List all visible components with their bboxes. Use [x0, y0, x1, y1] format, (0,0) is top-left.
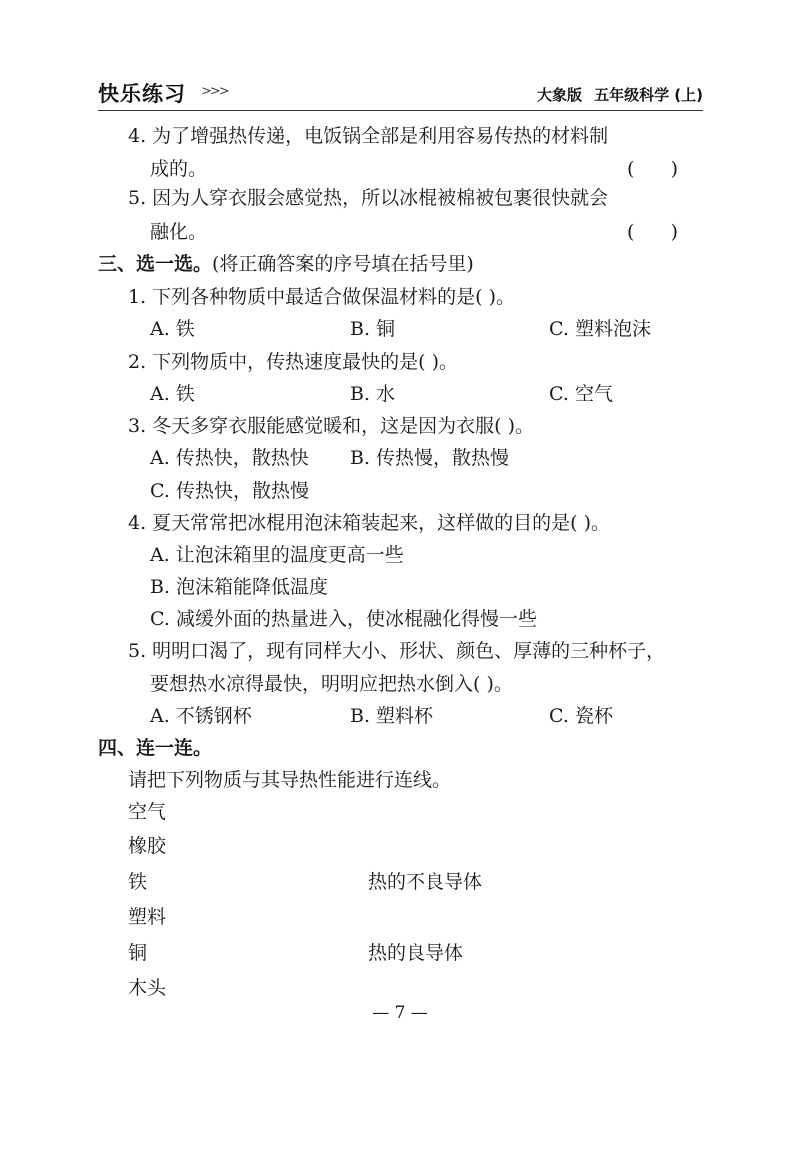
section-three-heading: 三、选一选。 [98, 253, 213, 275]
choose-q1-option-b[interactable]: B. 铜 [350, 318, 396, 340]
choose-q1-stem: 1. 下列各种物质中最适合做保温材料的是( )。 [128, 286, 516, 308]
judge-q5-line2: 融化。 [150, 221, 208, 243]
choose-q1-option-a[interactable]: A. 铁 [150, 318, 195, 340]
material-copper[interactable]: 铜 [128, 942, 148, 964]
material-iron[interactable]: 铁 [128, 871, 148, 893]
page-header [98, 78, 703, 112]
choose-q2-option-a[interactable]: A. 铁 [150, 383, 195, 405]
judge-q4-line1: 4. 为了增强热传递，电饭锅全部是利用容易传热的材料制 [128, 125, 609, 147]
judge-q4-answer[interactable]: ( ) [627, 158, 679, 180]
choose-q5-option-b[interactable]: B. 塑料杯 [350, 705, 434, 727]
edition-info [537, 84, 703, 105]
brand-title: 快乐练习 [98, 82, 186, 106]
choose-q3-stem: 3. 冬天多穿衣服能感觉暖和，这是因为衣服( )。 [128, 415, 535, 437]
header-rule [98, 110, 703, 111]
choose-q2-option-b[interactable]: B. 水 [350, 383, 396, 405]
material-plastic[interactable]: 塑料 [128, 906, 167, 928]
choose-q4-option-a[interactable]: A. 让泡沫箱里的温度更高一些 [150, 544, 404, 566]
choose-q4-stem: 4. 夏天常常把冰棍用泡沫箱装起来，这样做的目的是( )。 [128, 512, 611, 534]
judge-q5-answer[interactable]: ( ) [627, 221, 679, 243]
grade-label: 五年级科学 (上) [594, 86, 703, 104]
edition-label: 大象版 [537, 86, 583, 104]
choose-q5-stem-line2: 要想热水凉得最快，明明应把热水倒入( )。 [150, 673, 513, 695]
choose-q3-option-a[interactable]: A. 传热快，散热快 [150, 447, 309, 469]
property-good-conductor[interactable]: 热的良导体 [368, 942, 464, 964]
section-four-heading: 四、连一连。 [98, 737, 213, 759]
chevron-icon: >>> [201, 84, 228, 99]
choose-q3-option-b[interactable]: B. 传热慢，散热慢 [350, 447, 510, 469]
choose-q5-stem-line1: 5. 明明口渴了，现有同样大小、形状、颜色、厚薄的三种杯子， [128, 640, 666, 662]
choose-q2-stem: 2. 下列物质中，传热速度最快的是( )。 [128, 351, 459, 373]
choose-q5-option-c[interactable]: C. 瓷杯 [549, 705, 613, 727]
material-air[interactable]: 空气 [128, 801, 167, 823]
property-poor-conductor[interactable]: 热的不良导体 [368, 871, 483, 893]
choose-q2-option-c[interactable]: C. 空气 [549, 383, 613, 405]
choose-q5-option-a[interactable]: A. 不锈钢杯 [150, 705, 252, 727]
section-four-instruction: 请把下列物质与其导热性能进行连线。 [128, 769, 452, 791]
choose-q1-option-c[interactable]: C. 塑料泡沫 [549, 318, 651, 340]
choose-q4-option-c[interactable]: C. 减缓外面的热量进入，使冰棍融化得慢一些 [150, 608, 537, 630]
judge-q4-line2: 成的。 [150, 158, 208, 180]
material-wood[interactable]: 木头 [128, 977, 167, 999]
choose-q4-option-b[interactable]: B. 泡沫箱能降低温度 [150, 576, 329, 598]
judge-q5-line1: 5. 因为人穿衣服会感觉热，所以冰棍被棉被包裹很快就会 [128, 187, 609, 209]
section-three-title [98, 252, 474, 276]
material-rubber[interactable]: 橡胶 [128, 835, 167, 857]
section-three-instruction: (将正确答案的序号填在括号里) [212, 253, 474, 275]
page-number: — 7 — [372, 1003, 428, 1023]
choose-q3-option-c[interactable]: C. 传热快，散热慢 [150, 480, 309, 502]
